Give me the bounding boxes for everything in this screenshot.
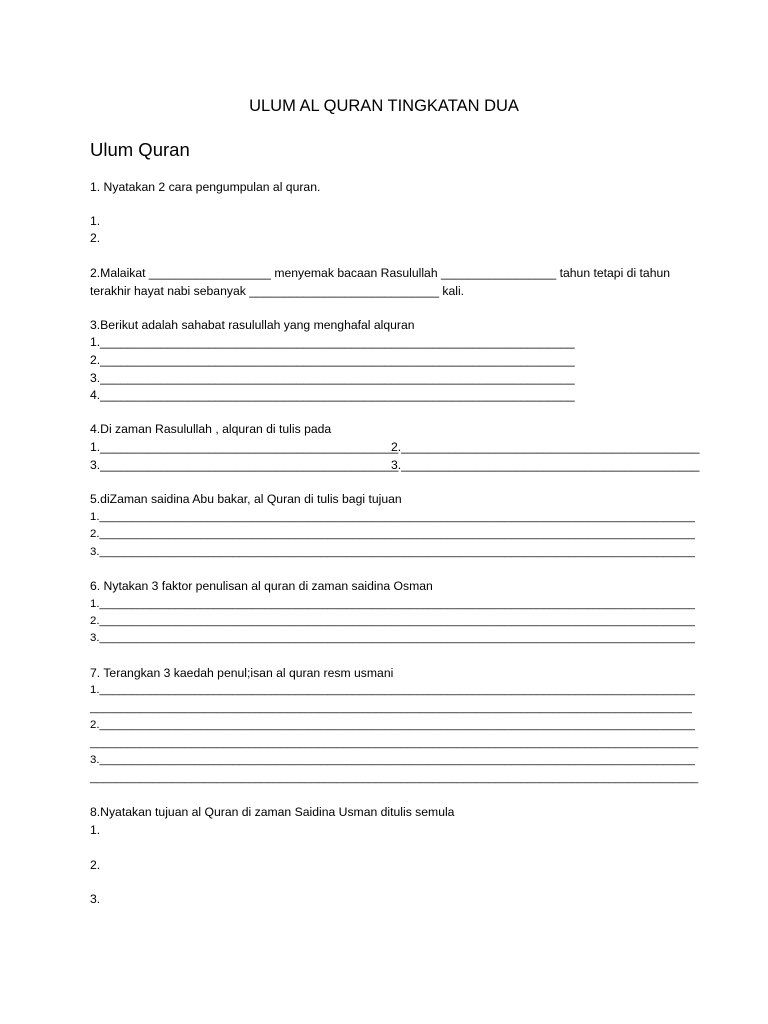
question-5-answer-line: 3.______________________________________________________________________________________________: [90, 546, 695, 558]
question-8-answer-1: 1.: [90, 823, 101, 837]
question-4-answer-3: 3.____________________________________________: [90, 458, 399, 472]
question-8: 8.Nyatakan tujuan al Quran di zaman Saidina Usman ditulis semula: [90, 805, 455, 819]
question-7-answer-line: 2.______________________________________________________________________________________________: [90, 719, 695, 731]
question-6-answer-line: 1.______________________________________________________________________________________________: [90, 598, 695, 610]
question-5-answer-line: 2.______________________________________________________________________________________________: [90, 528, 695, 540]
question-6-answer-line: 3.______________________________________________________________________________________________: [90, 632, 695, 644]
document-title: ULUM AL QURAN TINGKATAN DUA: [249, 97, 519, 115]
question-1: 1. Nyatakan 2 cara pengumpulan al quran.: [90, 180, 321, 194]
question-3: 3.Berikut adalah sahabat rasulullah yang menghafal alquran: [90, 318, 415, 332]
question-3-answer-line: 3.______________________________________________________________________: [90, 371, 575, 385]
question-4: 4.Di zaman Rasulullah , alquran di tulis pada: [90, 422, 332, 436]
question-7: 7. Terangkan 3 kaedah penul;isan al quran resm usmani: [90, 666, 394, 680]
question-4-answer-4: 3.____________________________________________: [391, 458, 700, 472]
question-3-answer-line: 2.______________________________________________________________________: [90, 353, 575, 367]
question-4-answer-2: 2.____________________________________________: [391, 440, 700, 454]
question-6-answer-line: 2.______________________________________________________________________________________________: [90, 615, 695, 627]
question-1-answer-1: 1.: [90, 214, 101, 228]
question-7-answer-line: 1.______________________________________________________________________________________________: [90, 684, 695, 696]
question-3-answer-line: 4.______________________________________________________________________: [90, 388, 575, 402]
question-8-answer-3: 3.: [90, 892, 101, 906]
question-2-line-1: 2.Malaikat __________________ menyemak bacaan Rasulullah _________________ tahun tetapi di tahun: [90, 266, 671, 280]
question-7-answer-line: ________________________________________________________________________________________________: [90, 772, 699, 784]
question-1-answer-2: 2.: [90, 231, 101, 245]
question-7-answer-line: ________________________________________________________________________________________________: [90, 737, 699, 749]
question-5: 5.diZaman saidina Abu bakar, al Quran di tulis bagi tujuan: [90, 492, 402, 506]
question-4-answer-1: 1.____________________________________________: [90, 440, 399, 454]
question-2-line-2: terakhir hayat nabi sebanyak ____________________________ kali.: [90, 284, 465, 298]
question-8-answer-2: 2.: [90, 858, 101, 872]
question-7-answer-line: _______________________________________________________________________________________________: [90, 702, 692, 714]
section-heading: Ulum Quran: [90, 139, 190, 160]
question-5-answer-line: 1.______________________________________________________________________________________________: [90, 511, 695, 523]
question-7-answer-line: 3.______________________________________________________________________________________________: [90, 754, 695, 766]
question-6: 6. Nytakan 3 faktor penulisan al quran di zaman saidina Osman: [90, 579, 433, 593]
question-3-answer-line: 1.______________________________________________________________________: [90, 335, 575, 349]
